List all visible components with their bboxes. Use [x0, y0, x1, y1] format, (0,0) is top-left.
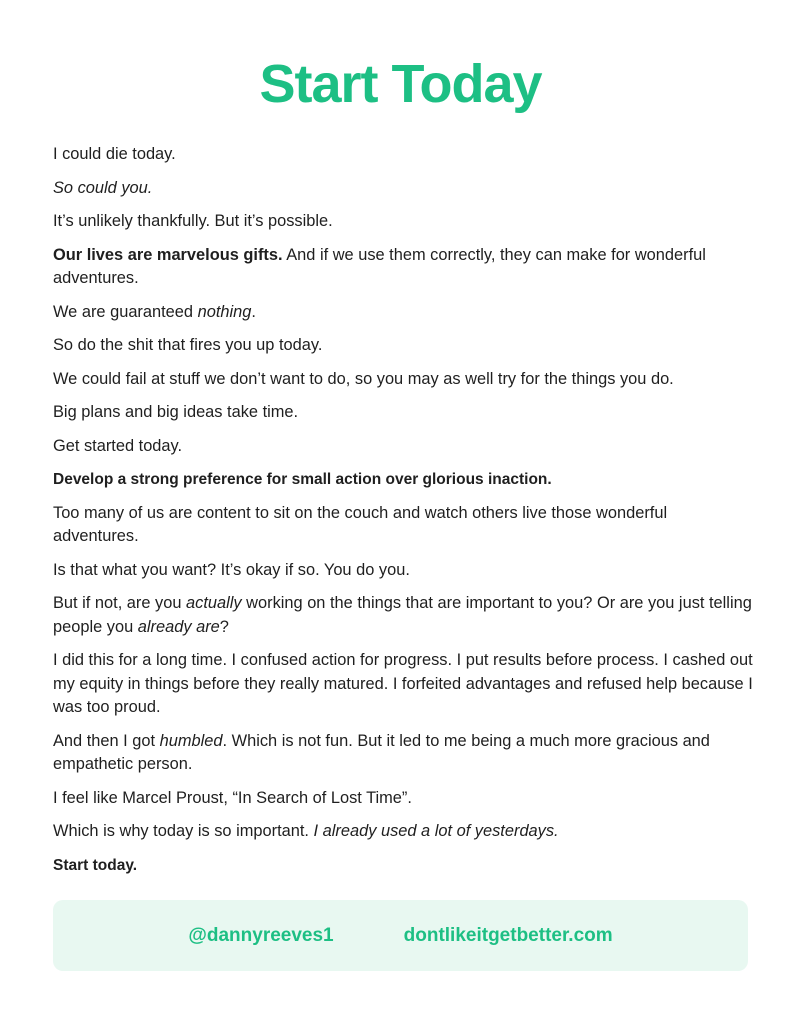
- text: . Which is not fun. But it led to me being a much more gracious and empathetic person.: [53, 731, 710, 773]
- text: working on the things that are important to you? Or are you just telling people you: [53, 594, 752, 636]
- social-handle-link[interactable]: @dannyreeves1: [188, 924, 334, 946]
- paragraph: So do the shit that fires you up today.: [53, 336, 323, 354]
- paragraph: [53, 592, 753, 639]
- bold-text: Our lives are marvelous gifts.: [53, 245, 283, 264]
- text: And then I got: [53, 731, 160, 750]
- paragraph: I could die today.: [53, 145, 176, 163]
- paragraph: [53, 730, 753, 777]
- paragraph: We could fail at stuff we don’t want to do, so you may as well try for the things you do.: [53, 369, 674, 388]
- text: Which is why today is so important.: [53, 822, 314, 840]
- paragraph: Develop a strong preference for small action over glorious inaction.: [53, 471, 552, 488]
- text: We are guaranteed: [53, 302, 198, 321]
- paragraph: [53, 244, 753, 291]
- website-link[interactable]: dontlikeitgetbetter.com: [403, 924, 613, 946]
- paragraph: I did this for a long time. I confused action for progress. I put results before process. I cashed out my equity in things before they really matured. I forfeited advantages and refused help because I was too proud.: [53, 651, 753, 716]
- italic-text: already are: [137, 617, 220, 636]
- text: And if we use them correctly, they can make for wonderful adventures.: [53, 245, 706, 287]
- paragraph: It’s unlikely thankfully. But it’s possible.: [53, 212, 333, 230]
- italic-text: I already used a lot of yesterdays.: [313, 822, 559, 840]
- italic-text: nothing: [197, 302, 252, 321]
- paragraph: Too many of us are content to sit on the couch and watch others live those wonderful adventures.: [53, 503, 668, 545]
- text: But if not, are you: [53, 594, 187, 612]
- text: ?: [219, 617, 229, 636]
- page-title: Start Today: [259, 54, 542, 114]
- italic-text: actually: [186, 594, 242, 612]
- paragraph: I feel like Marcel Proust, “In Search of Lost Time”.: [53, 788, 412, 807]
- footer-banner: [53, 900, 748, 971]
- paragraph: Get started today.: [53, 436, 183, 455]
- article-body: [53, 143, 753, 887]
- italic-text: So could you.: [53, 178, 153, 197]
- italic-text: humbled: [159, 731, 223, 750]
- paragraph: [53, 177, 753, 201]
- paragraph: Is that what you want? It’s okay if so. You do you.: [53, 560, 410, 579]
- text: .: [251, 302, 256, 321]
- paragraph: [53, 820, 753, 844]
- paragraph: Big plans and big ideas take time.: [53, 403, 299, 421]
- closing-line: Start today.: [53, 856, 138, 874]
- paragraph: [53, 301, 753, 325]
